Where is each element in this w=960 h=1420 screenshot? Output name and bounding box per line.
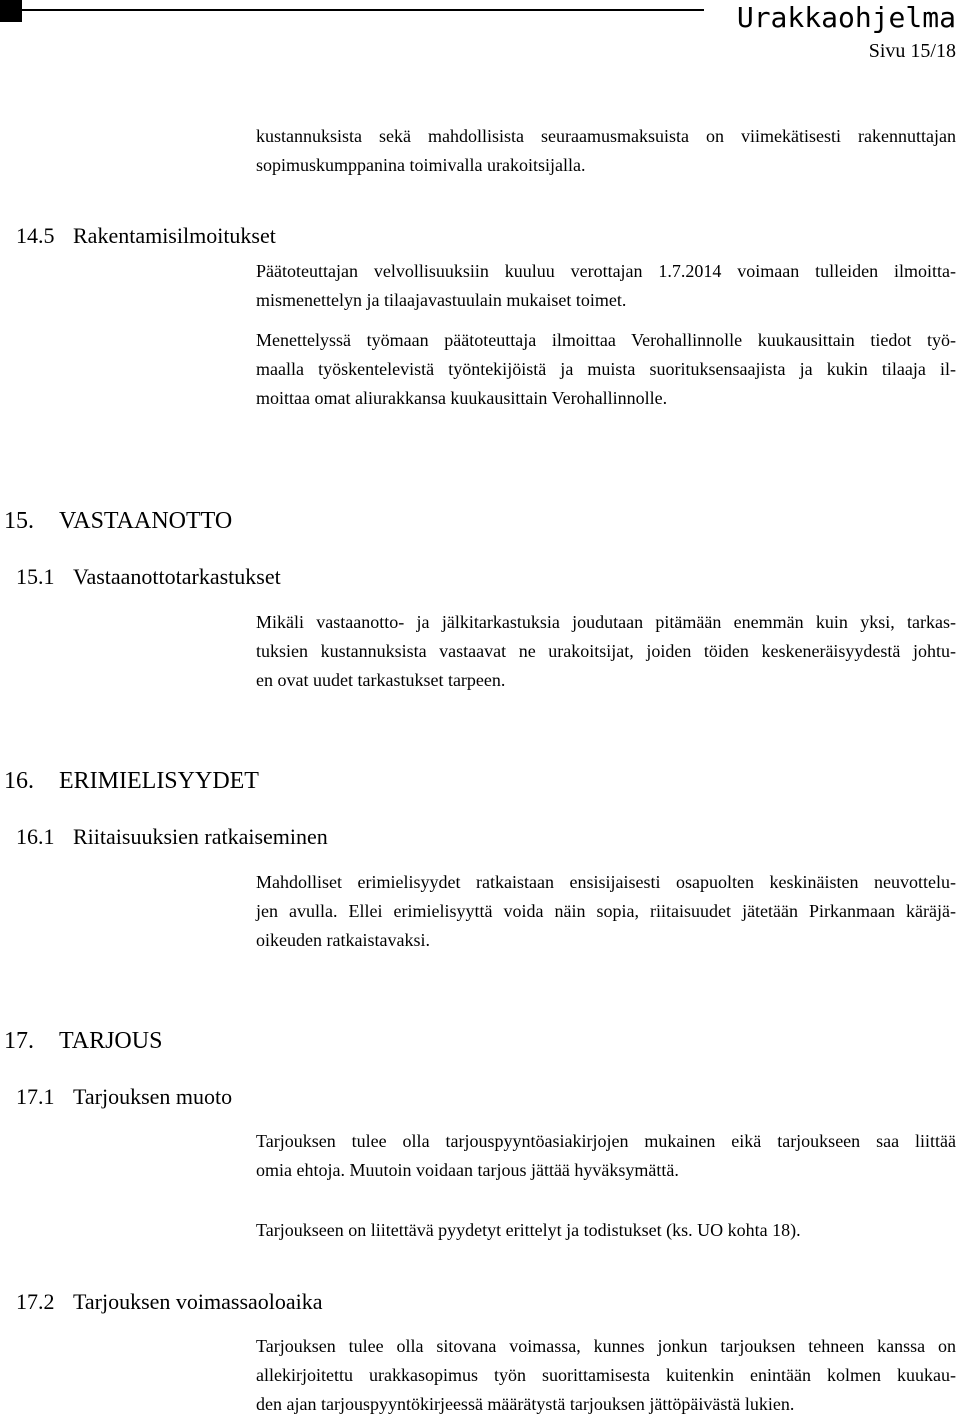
page-number: Sivu 15/18 (868, 40, 956, 62)
paragraph-line: sopimuskumppanina toimivalla urakoitsijalla. (256, 155, 586, 176)
section-title: Rakentamisilmoitukset (73, 223, 276, 248)
paragraph-line: maalla työskentelevistä työntekijöistä ja muista suorituksensaajista ja kukin tilaaja il- (256, 359, 956, 380)
paragraph-17-2 (256, 1332, 956, 1420)
header-marker (0, 0, 22, 22)
section-title: Riitaisuuksien ratkaiseminen (73, 824, 328, 849)
section-number: 17.1 (16, 1084, 55, 1109)
paragraph-line: Mahdolliset erimielisyydet ratkaistaan ensisijaisesti osapuolten keskinäisten neuvottelu- (256, 872, 956, 892)
section-title: Tarjouksen voimassaoloaika (73, 1289, 323, 1314)
paragraph-line: den ajan tarjouspyyntökirjeessä määrätystä tarjouksen jättöpäivästä lukien. (256, 1394, 795, 1415)
paragraph-line: Menettelyssä työmaan päätoteuttaja ilmoittaa Verohallinnolle kuukausittain tiedot työ- (256, 330, 956, 350)
section-heading-17 (4, 1026, 162, 1056)
section-heading-17-1 (16, 1083, 232, 1111)
paragraph-14-5-b (256, 326, 956, 414)
paragraph-line: jen avulla. Ellei erimielisyyttä voida näin sopia, riitaisuudet jätetään Pirkanmaan käräjä- (256, 901, 956, 922)
paragraph-line: Tarjoukseen on liitettävä pyydetyt erittelyt ja todistukset (ks. UO kohta 18). (256, 1220, 801, 1240)
paragraph-line: kustannuksista sekä mahdollisista seuraamusmaksuista on viimekätisesti rakennuttajan (256, 126, 956, 146)
paragraph-line: omia ehtoja. Muutoin voidaan tarjous jättää hyväksymättä. (256, 1160, 679, 1181)
section-number: 16.1 (16, 824, 55, 849)
section-heading-17-2 (16, 1288, 323, 1316)
section-title: Tarjouksen muoto (73, 1084, 233, 1109)
paragraph-line: Mikäli vastaanotto- ja jälkitarkastuksia joudutaan pitämään enemmän kuin yksi, tarkas- (256, 612, 956, 632)
section-number: 16. (4, 768, 34, 794)
paragraph-17-1-b (256, 1216, 956, 1245)
section-heading-15 (4, 506, 232, 536)
paragraph-line: en ovat uudet tarkastukset tarpeen. (256, 670, 506, 691)
section-number: 17. (4, 1028, 34, 1054)
section-number: 15. (4, 508, 34, 534)
section-heading-15-1 (16, 563, 281, 591)
paragraph-continued (256, 122, 956, 180)
section-heading-14-5 (16, 222, 276, 250)
paragraph-line: mismenettelyn ja tilaajavastuulain mukaiset toimet. (256, 290, 627, 311)
section-title: Vastaanottotarkastukset (73, 564, 281, 589)
paragraph-line: allekirjoitettu urakkasopimus työn suorittamisesta kuitenkin enintään kolmen kuukau- (256, 1365, 956, 1386)
section-title: TARJOUS (59, 1028, 163, 1054)
paragraph-line: tuksien kustannuksista vastaavat ne urakoitsijat, joiden töiden keskeneräisyydestä johtu- (256, 641, 956, 662)
section-number: 15.1 (16, 564, 55, 589)
paragraph-line: moittaa omat aliurakkansa kuukausittain Verohallinnolle. (256, 388, 668, 409)
section-heading-16 (4, 766, 259, 796)
paragraph-line: Tarjouksen tulee olla sitovana voimassa, kunnes jonkun tarjouksen tehneen kanssa on (256, 1336, 956, 1356)
paragraph-14-5-a (256, 257, 956, 315)
paragraph-15-1 (256, 608, 956, 696)
section-number: 17.2 (16, 1289, 55, 1314)
paragraph-line: oikeuden ratkaistavaksi. (256, 930, 430, 951)
paragraph-16-1 (256, 868, 956, 956)
document-title: Urakkaohjelma (736, 1, 956, 34)
paragraph-17-1-a (256, 1127, 956, 1185)
paragraph-line: Tarjouksen tulee olla tarjouspyyntöasiakirjojen mukainen eikä tarjoukseen saa liittää (256, 1131, 956, 1151)
section-heading-16-1 (16, 823, 328, 851)
section-number: 14.5 (16, 223, 55, 248)
paragraph-line: Päätoteuttajan velvollisuuksiin kuuluu verottajan 1.7.2014 voimaan tulleiden ilmoitta- (256, 261, 956, 281)
section-title: ERIMIELISYYDET (59, 768, 259, 794)
header-rule (22, 9, 704, 11)
section-title: VASTAANOTTO (59, 508, 233, 534)
